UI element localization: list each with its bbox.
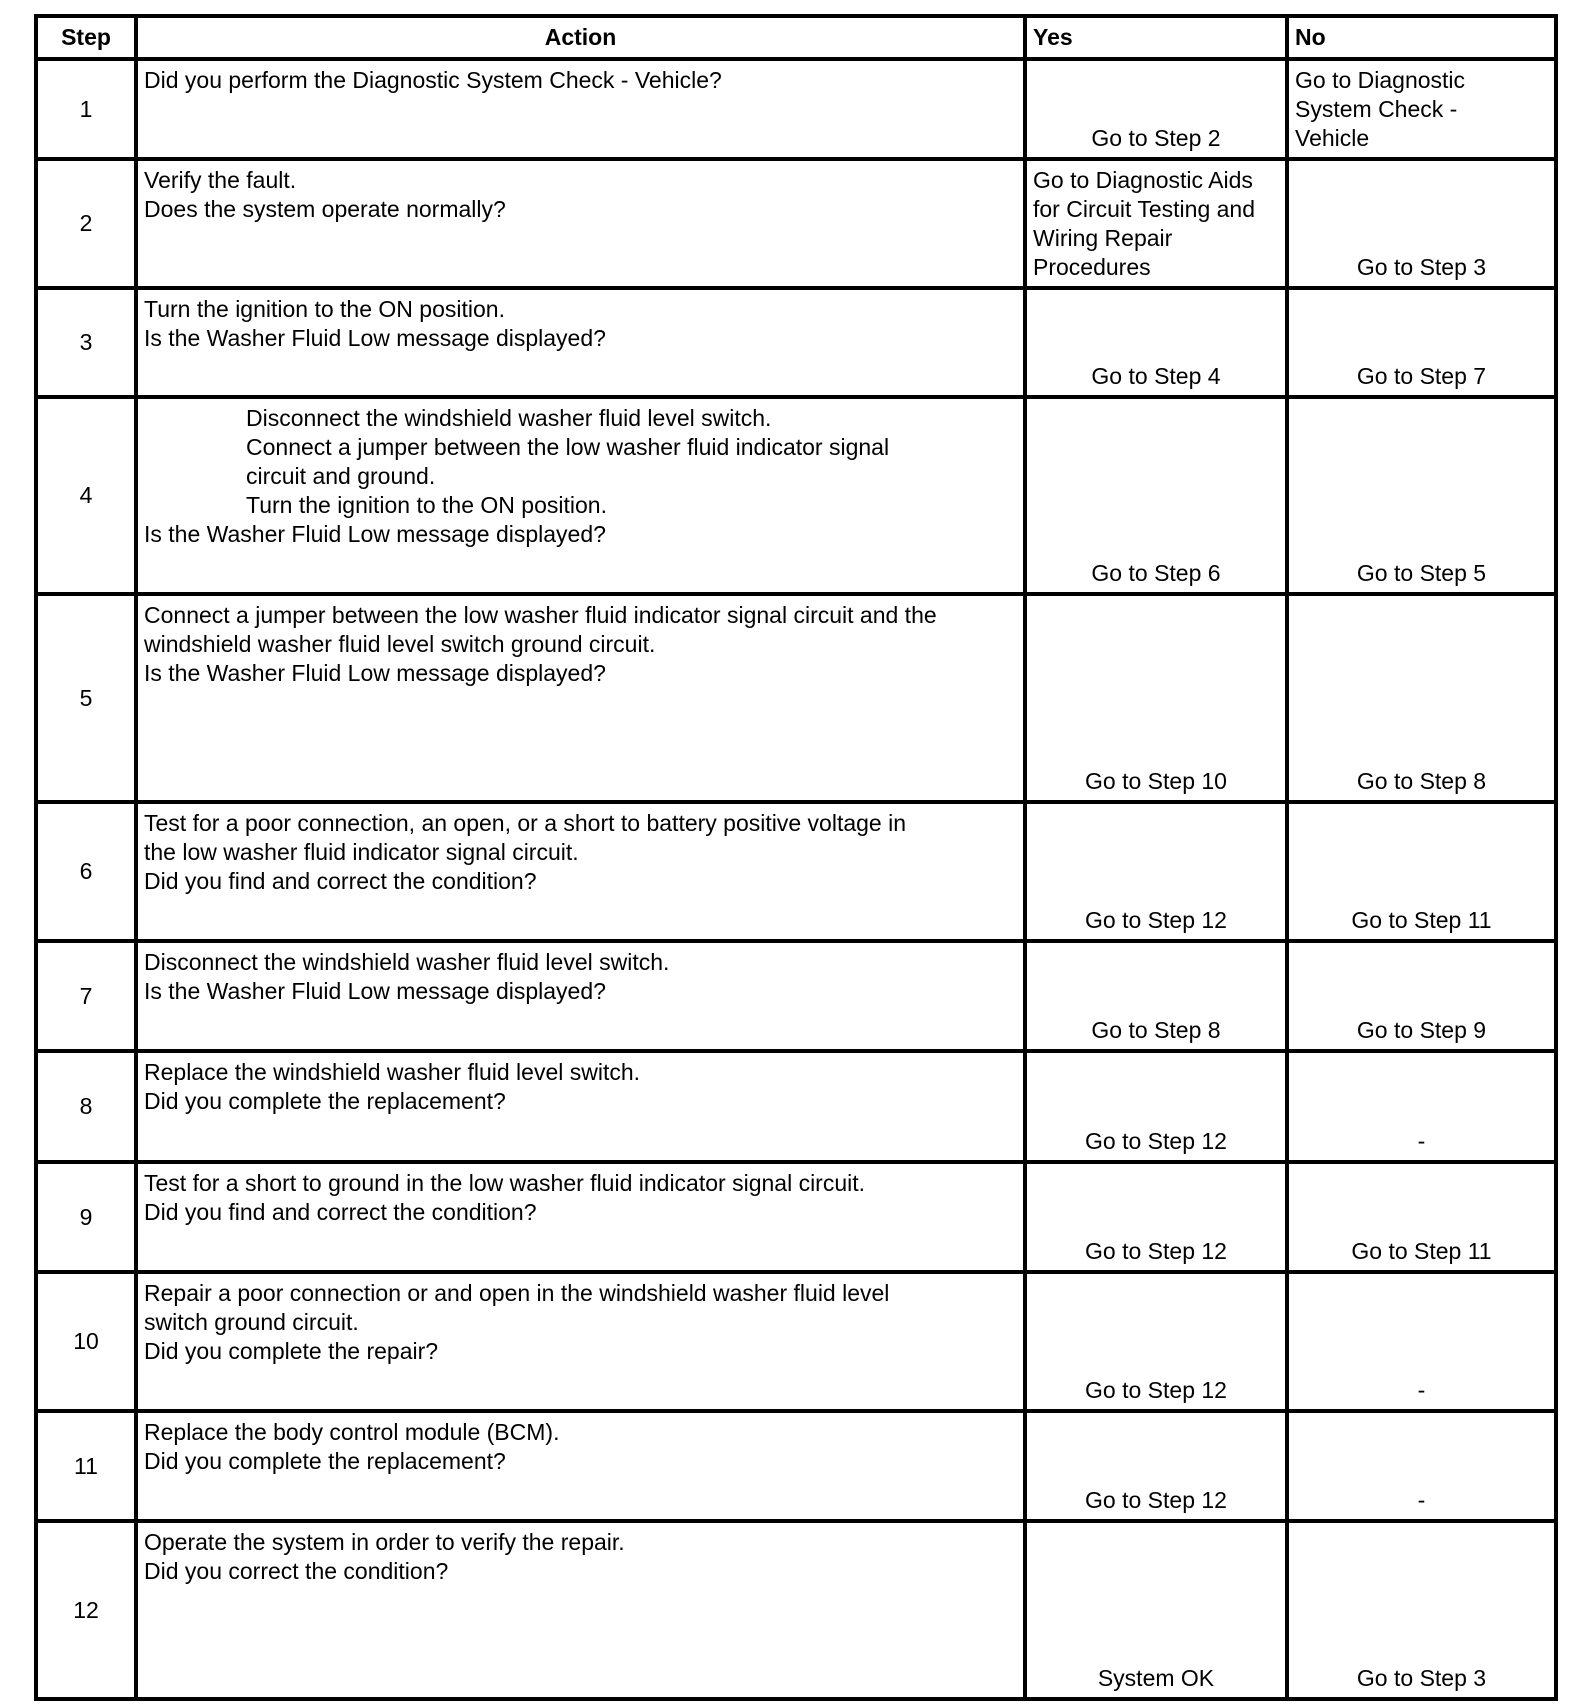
header-step: Step: [36, 16, 136, 59]
step-number: 12: [36, 1521, 136, 1699]
no-line: Go to Diagnostic: [1295, 67, 1466, 93]
no-cell: -: [1287, 1051, 1556, 1162]
action-cell: [136, 802, 1025, 941]
action-line: switch ground circuit.: [144, 1309, 359, 1335]
yes-line: Wiring Repair: [1033, 225, 1173, 251]
question-line: Did you correct the condition?: [144, 1558, 449, 1584]
question-line: Is the Washer Fluid Low message displayed?: [144, 325, 606, 351]
table-row: [36, 288, 1556, 397]
header-yes: Yes: [1025, 16, 1287, 59]
action-cell: [136, 1051, 1025, 1162]
table-row: [36, 1521, 1556, 1699]
action-cell: [136, 941, 1025, 1051]
no-cell: Go to Step 8: [1287, 594, 1556, 802]
action-line: Replace the body control module (BCM).: [144, 1419, 560, 1445]
table-row: [36, 594, 1556, 802]
diagnostic-table: [34, 14, 1558, 1701]
action-line: Disconnect the windshield washer fluid level switch.: [246, 405, 772, 431]
action-line: circuit and ground.: [246, 463, 436, 489]
action-cell: [136, 288, 1025, 397]
yes-line: for Circuit Testing and: [1033, 196, 1256, 222]
no-cell: Go to Step 7: [1287, 288, 1556, 397]
question-line: Did you find and correct the condition?: [144, 1199, 537, 1225]
no-cell: Go to Step 3: [1287, 1521, 1556, 1699]
question-line: Does the system operate normally?: [144, 196, 506, 222]
action-cell: [136, 1411, 1025, 1521]
step-number: 5: [36, 594, 136, 802]
action-line: Verify the fault.: [144, 167, 297, 193]
action-line: Replace the windshield washer fluid level switch.: [144, 1059, 641, 1085]
action-cell: [136, 397, 1025, 594]
header-action: Action: [136, 16, 1025, 59]
no-cell: -: [1287, 1272, 1556, 1411]
table-row: [36, 802, 1556, 941]
table-row: [36, 159, 1556, 288]
no-line: System Check -: [1295, 96, 1458, 122]
step-number: 1: [36, 59, 136, 159]
yes-cell: [1025, 159, 1287, 288]
action-cell: [136, 1521, 1025, 1699]
action-line: the low washer fluid indicator signal circuit.: [144, 839, 579, 865]
yes-cell: Go to Step 12: [1025, 802, 1287, 941]
no-cell: Go to Step 5: [1287, 397, 1556, 594]
yes-cell: Go to Step 10: [1025, 594, 1287, 802]
action-line: Connect a jumper between the low washer fluid indicator signal: [246, 434, 890, 460]
table-row: [36, 1272, 1556, 1411]
yes-cell: Go to Step 12: [1025, 1051, 1287, 1162]
step-number: 9: [36, 1162, 136, 1272]
action-cell: [136, 594, 1025, 802]
no-line: Vehicle: [1295, 125, 1370, 151]
table-row: [36, 59, 1556, 159]
action-cell: [136, 1162, 1025, 1272]
yes-cell: Go to Step 6: [1025, 397, 1287, 594]
yes-line: Procedures: [1033, 254, 1151, 280]
action-line: Test for a short to ground in the low washer fluid indicator signal circuit.: [144, 1170, 866, 1196]
table-row: [36, 941, 1556, 1051]
question-line: Is the Washer Fluid Low message displayed?: [144, 521, 606, 547]
step-number: 10: [36, 1272, 136, 1411]
no-cell: [1287, 59, 1556, 159]
yes-cell: System OK: [1025, 1521, 1287, 1699]
action-line: Repair a poor connection or and open in the windshield washer fluid level: [144, 1280, 890, 1306]
step-number: 7: [36, 941, 136, 1051]
yes-line: Go to Diagnostic Aids: [1033, 167, 1253, 193]
question-line: Did you complete the repair?: [144, 1338, 439, 1364]
question-line: Did you complete the replacement?: [144, 1448, 506, 1474]
action-line: Turn the ignition to the ON position.: [144, 296, 505, 322]
yes-cell: Go to Step 12: [1025, 1162, 1287, 1272]
question-line: Did you complete the replacement?: [144, 1088, 506, 1114]
question-line: Is the Washer Fluid Low message displayed?: [144, 978, 606, 1004]
step-number: 11: [36, 1411, 136, 1521]
question-line: Did you find and correct the condition?: [144, 868, 537, 894]
yes-cell: Go to Step 12: [1025, 1411, 1287, 1521]
table-row: [36, 1051, 1556, 1162]
step-number: 6: [36, 802, 136, 941]
action-line: Operate the system in order to verify the repair.: [144, 1529, 625, 1555]
no-cell: Go to Step 11: [1287, 1162, 1556, 1272]
table-row: [36, 397, 1556, 594]
yes-cell: Go to Step 2: [1025, 59, 1287, 159]
step-number: 8: [36, 1051, 136, 1162]
step-number: 3: [36, 288, 136, 397]
table-row: [36, 1411, 1556, 1521]
table-row: [36, 1162, 1556, 1272]
yes-cell: Go to Step 4: [1025, 288, 1287, 397]
no-cell: Go to Step 11: [1287, 802, 1556, 941]
header-row: [36, 16, 1556, 59]
no-cell: Go to Step 3: [1287, 159, 1556, 288]
question-line: Is the Washer Fluid Low message displayed?: [144, 660, 606, 686]
action-line: Turn the ignition to the ON position.: [246, 492, 607, 518]
yes-cell: Go to Step 8: [1025, 941, 1287, 1051]
action-line: windshield washer fluid level switch ground circuit.: [144, 631, 656, 657]
yes-cell: Go to Step 12: [1025, 1272, 1287, 1411]
action-cell: [136, 159, 1025, 288]
action-cell: [136, 1272, 1025, 1411]
action-line: Did you perform the Diagnostic System Check - Vehicle?: [144, 67, 722, 93]
action-line: Disconnect the windshield washer fluid level switch.: [144, 949, 670, 975]
action-cell: [136, 59, 1025, 159]
header-no: No: [1287, 16, 1556, 59]
action-line: Test for a poor connection, an open, or a short to battery positive voltage in: [144, 810, 907, 836]
step-number: 2: [36, 159, 136, 288]
no-cell: Go to Step 9: [1287, 941, 1556, 1051]
step-number: 4: [36, 397, 136, 594]
no-cell: -: [1287, 1411, 1556, 1521]
action-line: Connect a jumper between the low washer fluid indicator signal circuit and the: [144, 602, 937, 628]
